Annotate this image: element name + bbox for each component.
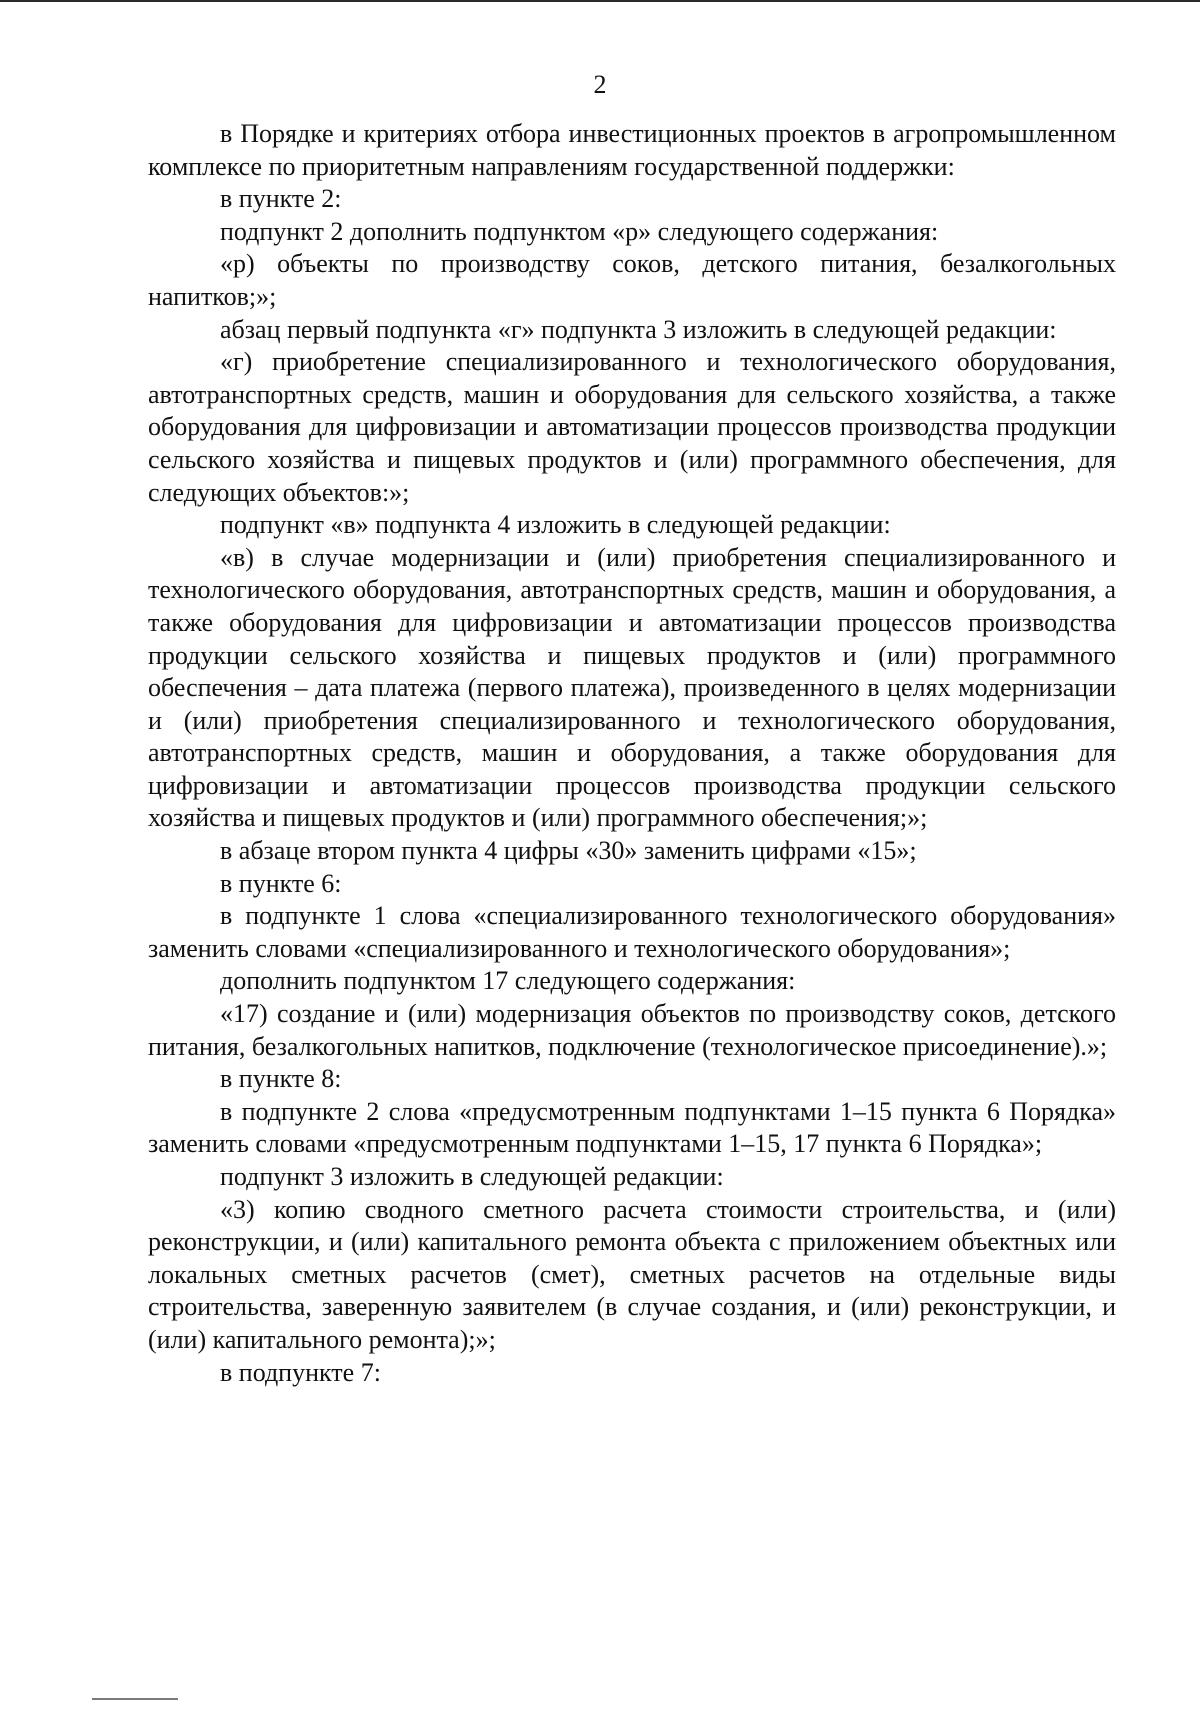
document-body — [148, 118, 1116, 1389]
scan-bottom-mark — [92, 1698, 178, 1700]
page-number: 2 — [593, 70, 607, 99]
paragraph: подпункт 2 дополнить подпунктом «р» следующего содержания: — [220, 216, 939, 246]
paragraph: подпункт 3 изложить в следующей редакции: — [220, 1162, 724, 1191]
scan-top-edge — [0, 0, 1200, 2]
paragraph: в абзаце втором пункта 4 цифры «30» заменить цифрами «15»; — [220, 836, 917, 866]
paragraph: «в) в случае модернизации и (или) приобретения специализированного и технологического оборудования, автотранспортных средств, машин и оборудования, а также оборудования для цифровизации и автоматизации процессов производства продукции сельского хозяйства и пищевых продуктов и (или) программного обеспечения – дата платежа (первого платежа), произведенного в целях модернизации и (или) приобретения специализированного и технологического оборудования, автотранспортных средств, машин и оборудования, а также оборудования для цифровизации и автоматизации процессов производства продукции сельского хозяйства и пищевых продуктов и (или) программного обеспечения;»; — [148, 542, 1116, 833]
paragraph: в пункте 6: — [220, 868, 342, 898]
paragraph: в подпункте 2 слова «предусмотренным подпунктами 1–15 пункта 6 Порядка» заменить словами «предусмотренным подпунктами 1–15, 17 пункта 6 Порядка»; — [148, 1096, 1116, 1159]
paragraph: «р) объекты по производству соков, детского питания, безалкогольных напитков;»; — [148, 249, 1116, 311]
paragraph: в подпункте 1 слова «специализированного технологического оборудования» заменить словами «специализированного и технологического оборудования»; — [148, 901, 1116, 963]
paragraph: в подпункте 7: — [220, 1357, 381, 1387]
paragraph: в пункте 8: — [220, 1064, 342, 1094]
paragraph: «17) создание и (или) модернизация объектов по производству соков, детского питания, безалкогольных напитков, подключение (технологическое присоединение).»; — [148, 999, 1116, 1061]
paragraph: «3) копию сводного сметного расчета стоимости строительства, и (или) реконструкции, и (или) капитального ремонта объекта с приложением объектных или локальных сметных расчетов (смет), сметных расчетов на отдельные виды строительства, заверенную заявителем (в случае создания, и (или) реконструкции, и (или) капитального ремонта);»; — [148, 1194, 1116, 1354]
paragraph-intro: в Порядке и критериях отбора инвестиционных проектов в агропромышленном комплексе по приоритетным направлениям государственной поддержки: — [148, 119, 1116, 181]
paragraph: в пункте 2: — [220, 184, 342, 214]
paragraph: абзац первый подпункта «г» подпункта 3 изложить в следующей редакции: — [220, 314, 1057, 344]
paragraph: подпункт «в» подпункта 4 изложить в следующей редакции: — [220, 510, 891, 540]
paragraph: «г) приобретение специализированного и технологического оборудования, автотранспортных средств, машин и оборудования для сельского хозяйства, а также оборудования для цифровизации и автоматизации процессов производства продукции сельского хозяйства и пищевых продуктов и (или) программного обеспечения, для следующих объектов:»; — [148, 347, 1116, 507]
paragraph: дополнить подпунктом 17 следующего содержания: — [220, 966, 796, 996]
